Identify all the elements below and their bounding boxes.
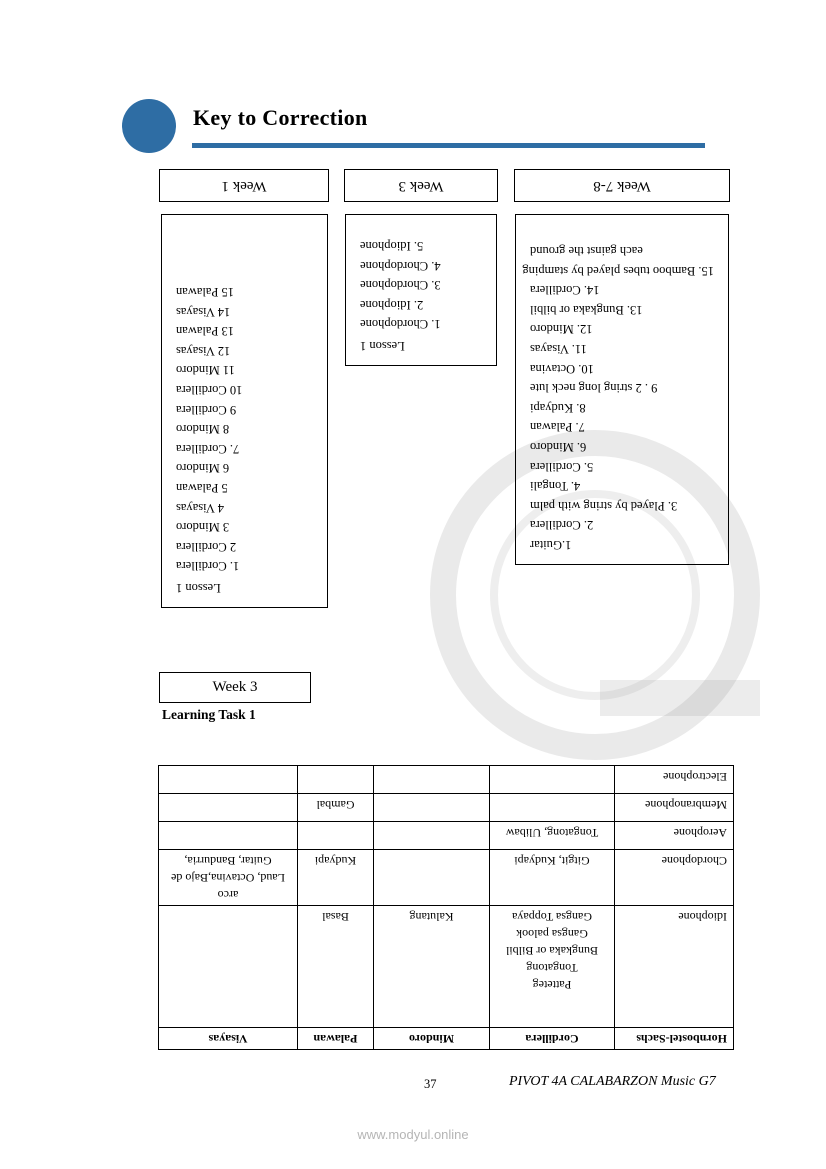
week-1-item: 1. Cordillera <box>176 559 240 574</box>
table-cell-visayas <box>159 766 298 794</box>
table-row <box>159 766 734 794</box>
table-column-header: Hornbostel-Sachs <box>615 1028 734 1050</box>
week-7-8-title: Week 7-8 <box>593 178 651 194</box>
table-column-header: Mindoro <box>374 1028 490 1050</box>
table-cell-line: Gangsa Toppaya <box>512 910 592 924</box>
week-7-8-item: 10. Octavina <box>530 361 594 376</box>
table-row <box>159 794 734 822</box>
table-row <box>159 850 734 906</box>
table-cell-mindoro: Kalutang <box>374 906 490 1028</box>
table-cell-mindoro <box>374 766 490 794</box>
learning-task-label: Learning Task 1 <box>162 707 256 722</box>
table-cell-line: arco <box>217 888 239 902</box>
week-7-8-item: 4. Tongali <box>530 479 581 494</box>
table-cell-class: Idiophone <box>615 906 734 1028</box>
table-cell-palawan: Basal <box>298 906 374 1028</box>
week-7-8-answer-box <box>515 214 729 565</box>
week-7-8-item: 3. Played by string with palm <box>530 498 678 513</box>
week-1-item: 8 Mindoro <box>176 422 230 437</box>
background-watermark-block <box>600 680 760 716</box>
table-cell-class: Chordophone <box>615 850 734 906</box>
table-cell-class: Membranophone <box>615 794 734 822</box>
table-column-header: Cordillera <box>490 1028 615 1050</box>
week-3-item: 5. Idiophone <box>360 239 424 254</box>
header-divider <box>192 143 705 148</box>
week-1-answer-box <box>161 214 328 608</box>
week-3-lesson-label: Lesson 1 <box>360 339 405 353</box>
week-7-8-item: 12. Mindoro <box>530 322 593 337</box>
table-cell-palawan <box>298 822 374 850</box>
week-7-8-item: 14. Cordillera <box>530 283 600 298</box>
table-cell-line: Tongatong <box>526 961 578 975</box>
week-1-item: 10 Cordillera <box>176 383 243 398</box>
week-1-item: 9 Cordillera <box>176 402 237 417</box>
table-row <box>159 906 734 1028</box>
week-3-item: 4. Chordophone <box>360 258 441 273</box>
table-cell-line: Laud, Octavina,Bajo de <box>171 871 285 885</box>
week-7-8-item: 6. Mindoro <box>530 440 587 455</box>
week-1-item: 4 Visayas <box>176 500 224 515</box>
table-cell-cordillera: Tongatong, Ulibaw <box>490 822 615 850</box>
week-1-item: 14 Visayas <box>176 304 231 319</box>
week-3-item: 2. Idiophone <box>360 297 424 312</box>
table-column-header: Visayas <box>159 1028 298 1050</box>
week-3-bottom-title: Week 3 <box>212 679 258 695</box>
week-3-answer-box <box>345 214 497 366</box>
table-cell-line: Bungkaka or Bilbil <box>506 944 598 958</box>
footer-reference: PIVOT 4A CALABARZON Music G7 <box>509 1074 716 1089</box>
table-column-header: Palawan <box>298 1028 374 1050</box>
table-cell-line: Patteteg <box>532 978 572 992</box>
table-cell-visayas <box>159 822 298 850</box>
table-cell-cordillera <box>490 906 615 1028</box>
week-1-item: 11 Mindoro <box>176 363 235 378</box>
table-cell-visayas <box>159 906 298 1028</box>
week-1-item: 3 Mindoro <box>176 520 230 535</box>
table-cell-class: Electrophone <box>615 766 734 794</box>
week-1-item: 7. Cordillera <box>176 441 240 456</box>
table-cell-line: Guitar, Bandurria, <box>184 854 272 868</box>
week-7-8-item: 9 . 2 string long neck lute <box>530 381 658 396</box>
table-cell-palawan: Gambal <box>298 794 374 822</box>
table-cell-palawan: Kudyapi <box>298 850 374 906</box>
week-1-title: Week 1 <box>221 178 267 194</box>
week-7-8-item: 1.Guitar <box>530 538 572 552</box>
week-3-item: 1. Chordophone <box>360 317 441 332</box>
table-cell-palawan <box>298 766 374 794</box>
week-7-8-item: 2. Cordillera <box>530 518 594 533</box>
week-1-item: 2 Cordillera <box>176 539 237 554</box>
week-1-item: 6 Mindoro <box>176 461 230 476</box>
table-cell-line: Gangsa palook <box>516 927 588 941</box>
week-1-title-box <box>159 169 329 202</box>
week-7-8-item: 13. Bungkaka or bilbil <box>530 302 643 317</box>
header-decor-circle <box>122 99 176 153</box>
site-watermark-text: www.modyul.online <box>357 1127 469 1142</box>
table-cell-cordillera: Gitgit, Kudyapi <box>490 850 615 906</box>
table-cell-mindoro <box>374 794 490 822</box>
table-cell-cordillera <box>490 794 615 822</box>
week-1-lesson-label: Lesson 1 <box>176 581 221 595</box>
week-7-8-title-box <box>514 169 730 202</box>
week-3-item: 3. Chordophone <box>360 278 441 293</box>
week-1-item: 5 Palawan <box>176 481 228 496</box>
week-7-8-item: 15. Bamboo tubes played by stamping <box>522 263 714 278</box>
week-7-8-item: 5. Cordillera <box>530 459 594 474</box>
week-1-item: 15 Palawan <box>176 285 234 300</box>
week-1-item: 12 Visayas <box>176 343 231 358</box>
table-cell-cordillera <box>490 766 615 794</box>
page-title: Key to Correction <box>193 105 368 130</box>
instrument-classification-table <box>159 731 734 1050</box>
table-cell-mindoro <box>374 850 490 906</box>
week-3-bottom-title-box <box>159 672 311 703</box>
table-cell-mindoro <box>374 822 490 850</box>
table-cell-class: Aerophone <box>615 822 734 850</box>
page-number: 37 <box>424 1077 437 1091</box>
week-7-8-item: 11. Visayas <box>530 342 587 357</box>
week-3-title: Week 3 <box>398 178 444 194</box>
table-header-row <box>159 1028 734 1050</box>
table-cell-visayas <box>159 794 298 822</box>
week-7-8-item: 7. Palawan <box>530 420 585 435</box>
week-1-item: 13 Palawan <box>176 324 234 339</box>
week-7-8-item: 8. Kudyapi <box>530 400 586 415</box>
week-7-8-item: each gainst the ground <box>530 244 643 259</box>
table-cell-visayas <box>159 850 298 906</box>
table-row <box>159 822 734 850</box>
week-3-title-box <box>344 169 498 202</box>
